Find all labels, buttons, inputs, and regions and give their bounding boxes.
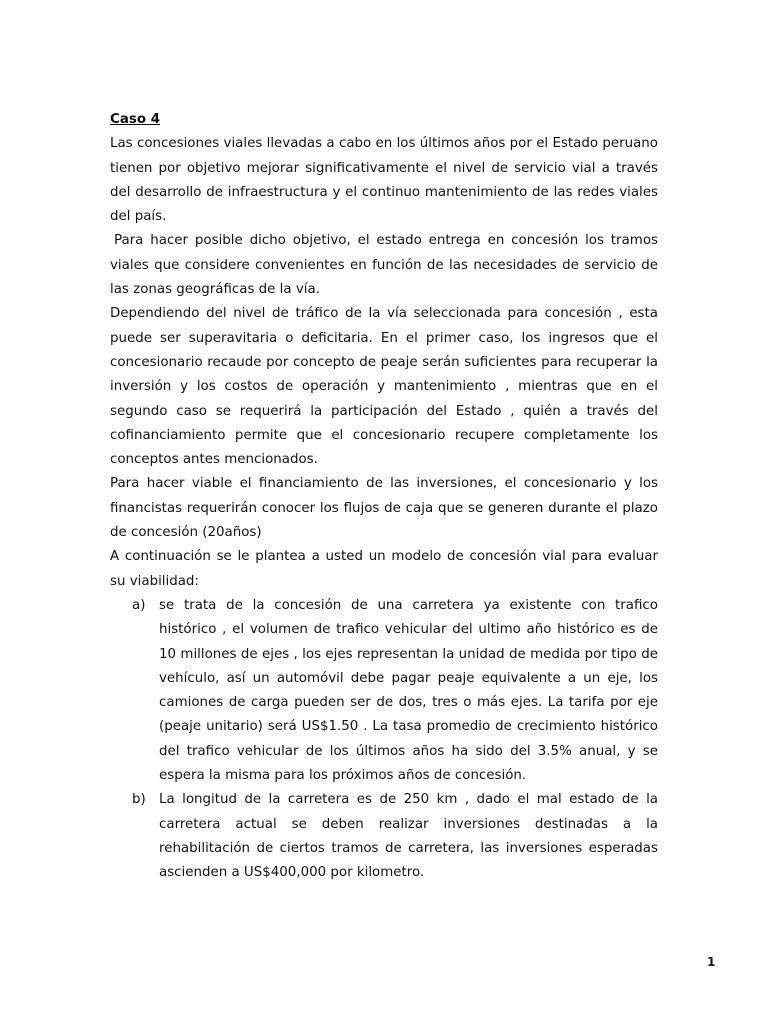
paragraph-traffic-level: Dependiendo del nivel de tráfico de la vía seleccionada para concesión , esta puede ser superavitaria o deficitaria. En el primer caso, los ingresos que el concesionario recaude por concepto de peaje serán suficientes para recuperar la inversión y los costos de operación y mantenimiento , mientras que en el segundo caso se requerirá la participación del Estado , quién a través del cofinanciamiento permite que el concesionario recupere completamente los conceptos antes mencionados.	[110, 306, 658, 468]
list-marker: b)	[132, 792, 146, 808]
paragraph-concessions-intro: Las concesiones viales llevadas a cabo en los últimos años por el Estado peruano tienen por objetivo mejorar significativamente el nivel de servicio vial a través del desarrollo de infraestructura y el continuo mantenimiento de las redes viales del país.	[110, 136, 658, 225]
list-item	[110, 594, 658, 788]
list-item-text: La longitud de la carretera es de 250 km , dado el mal estado de la carretera actual se deben realizar inversiones destinadas a la rehabilitación de ciertos tramos de carretera, las inversiones esperadas ascienden a US$400,000 por kilometro.	[159, 792, 658, 881]
document-body	[110, 108, 658, 886]
list-item	[110, 788, 658, 885]
paragraph-model-intro: A continuación se le plantea a usted un modelo de concesión vial para evaluar su viabilidad:	[110, 549, 658, 589]
page-number: 1	[707, 955, 716, 969]
case-heading: Caso 4	[110, 112, 161, 127]
list-marker: a)	[132, 597, 146, 613]
list-item-text: se trata de la concesión de una carretera ya existente con trafico histórico , el volumen de trafico vehicular del ultimo año histórico es de 10 millones de ejes , los ejes representan la unidad de medida por tipo de vehículo, así un automóvil debe pagar peaje equivalente a un eje, los camiones de carga pueden ser de dos, tres o más ejes. La tarifa por eje (peaje unitario) será US$1.50 . La tasa promedio de crecimiento histórico del trafico vehicular de los últimos años ha sido del 3.5% anual, y se espera la misma para los próximos años de concesión.	[159, 597, 658, 784]
paragraph-objective: Para hacer posible dicho objetivo, el estado entrega en concesión los tramos viales que considere convenientes en función de las necesidades de servicio de las zonas geográficas de la vía.	[110, 233, 658, 298]
conditions-list	[110, 594, 658, 886]
paragraph-financing: Para hacer viable el financiamiento de las inversiones, el concesionario y los financistas requerirán conocer los flujos de caja que se generen durante el plazo de concesión (20años)	[110, 476, 658, 541]
